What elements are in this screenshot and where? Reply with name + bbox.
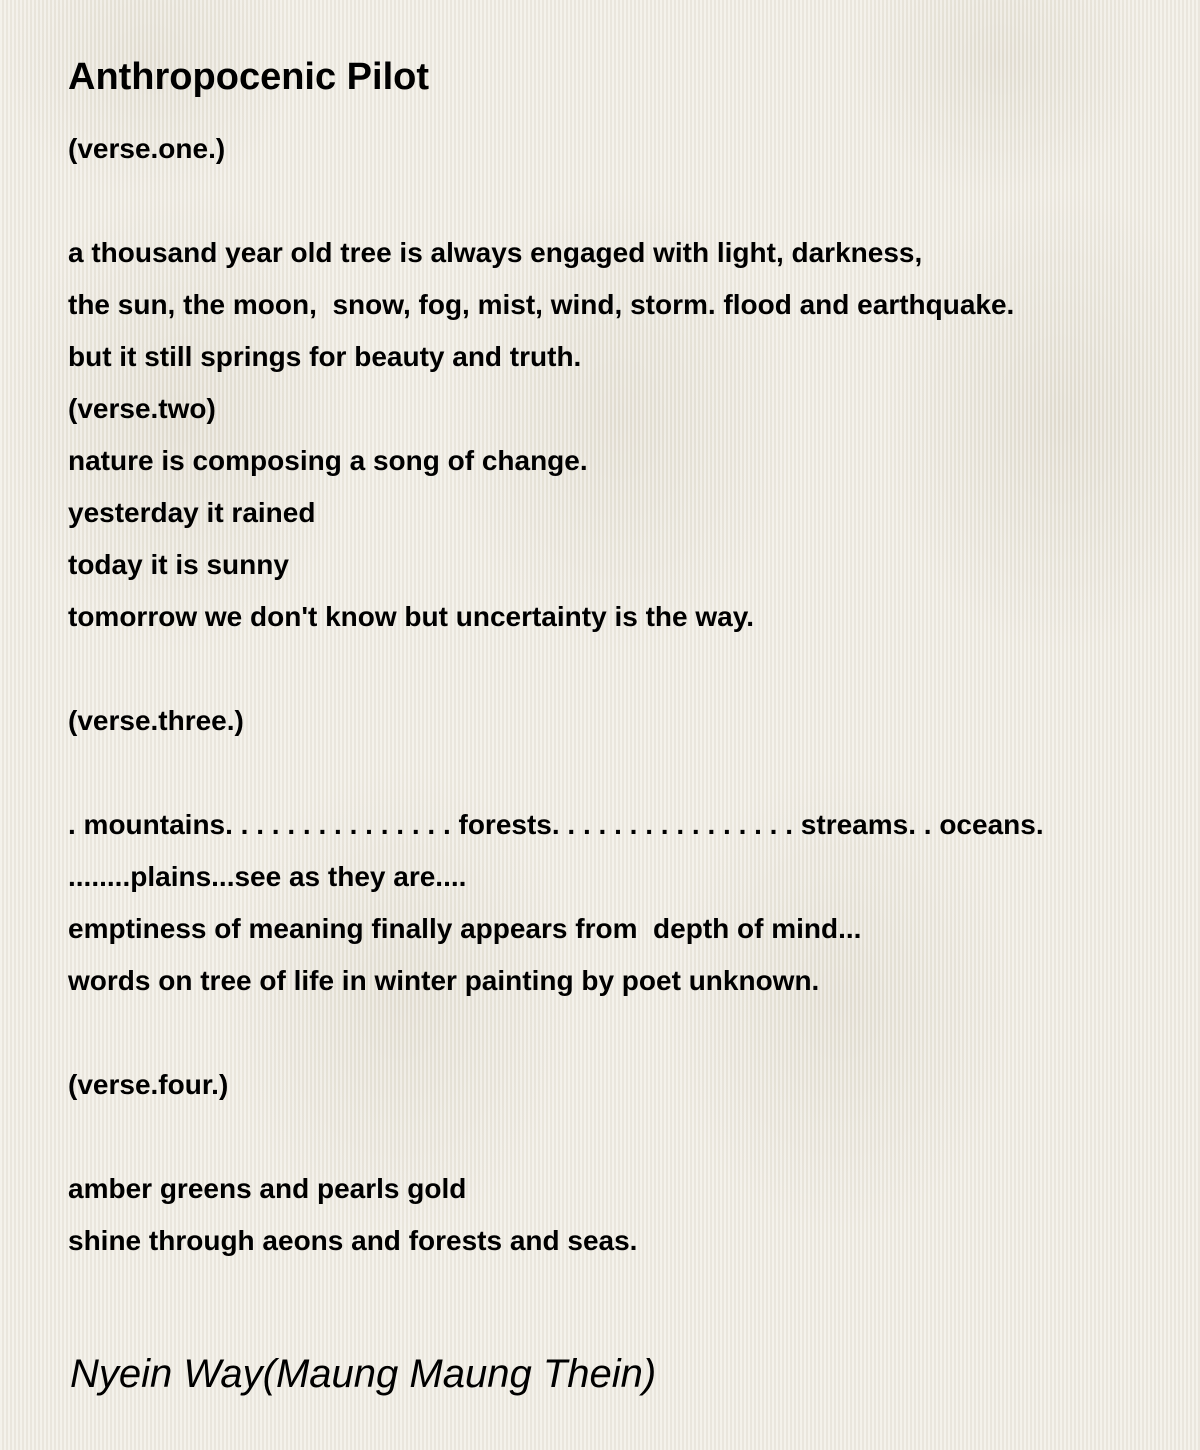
- poem-line: (verse.three.): [68, 705, 244, 736]
- poem-line: but it still springs for beauty and truth.: [68, 341, 582, 372]
- poem-line: amber greens and pearls gold: [68, 1173, 467, 1204]
- poem-line: [68, 643, 1198, 695]
- poem-line: the sun, the moon, snow, fog, mist, wind, storm. flood and earthquake.: [68, 289, 1015, 320]
- poem-line: [68, 1007, 1198, 1059]
- poem-line: a thousand year old tree is always engaged with light, darkness,: [68, 237, 923, 268]
- poem-container: [68, 50, 1198, 1267]
- poem-author: Nyein Way(Maung Maung Thein): [70, 1352, 657, 1396]
- poem-line: words on tree of life in winter painting by poet unknown.: [68, 965, 820, 996]
- poem-line: (verse.one.): [68, 133, 226, 164]
- poem-line: tomorrow we don't know but uncertainty is the way.: [68, 601, 754, 632]
- poem-line: ........plains...see as they are....: [68, 861, 467, 892]
- poem-line: nature is composing a song of change.: [68, 445, 588, 476]
- poem-title: Anthropocenic Pilot: [68, 56, 429, 98]
- poem-line: emptiness of meaning finally appears from depth of mind...: [68, 913, 862, 944]
- poem-line: [68, 747, 1198, 799]
- poem-line: shine through aeons and forests and seas.: [68, 1225, 638, 1256]
- poem-line: . mountains. . . . . . . . . . . . . . . forests. . . . . . . . . . . . . . . . streams. . oceans.: [68, 809, 1044, 840]
- poem-line: [68, 175, 1198, 227]
- poem-line: (verse.two): [68, 393, 216, 424]
- poem-line: today it is sunny: [68, 549, 289, 580]
- poem-body: [68, 123, 1198, 1267]
- poem-line: yesterday it rained: [68, 497, 316, 528]
- poem-line: [68, 1111, 1198, 1163]
- poem-line: (verse.four.): [68, 1069, 229, 1100]
